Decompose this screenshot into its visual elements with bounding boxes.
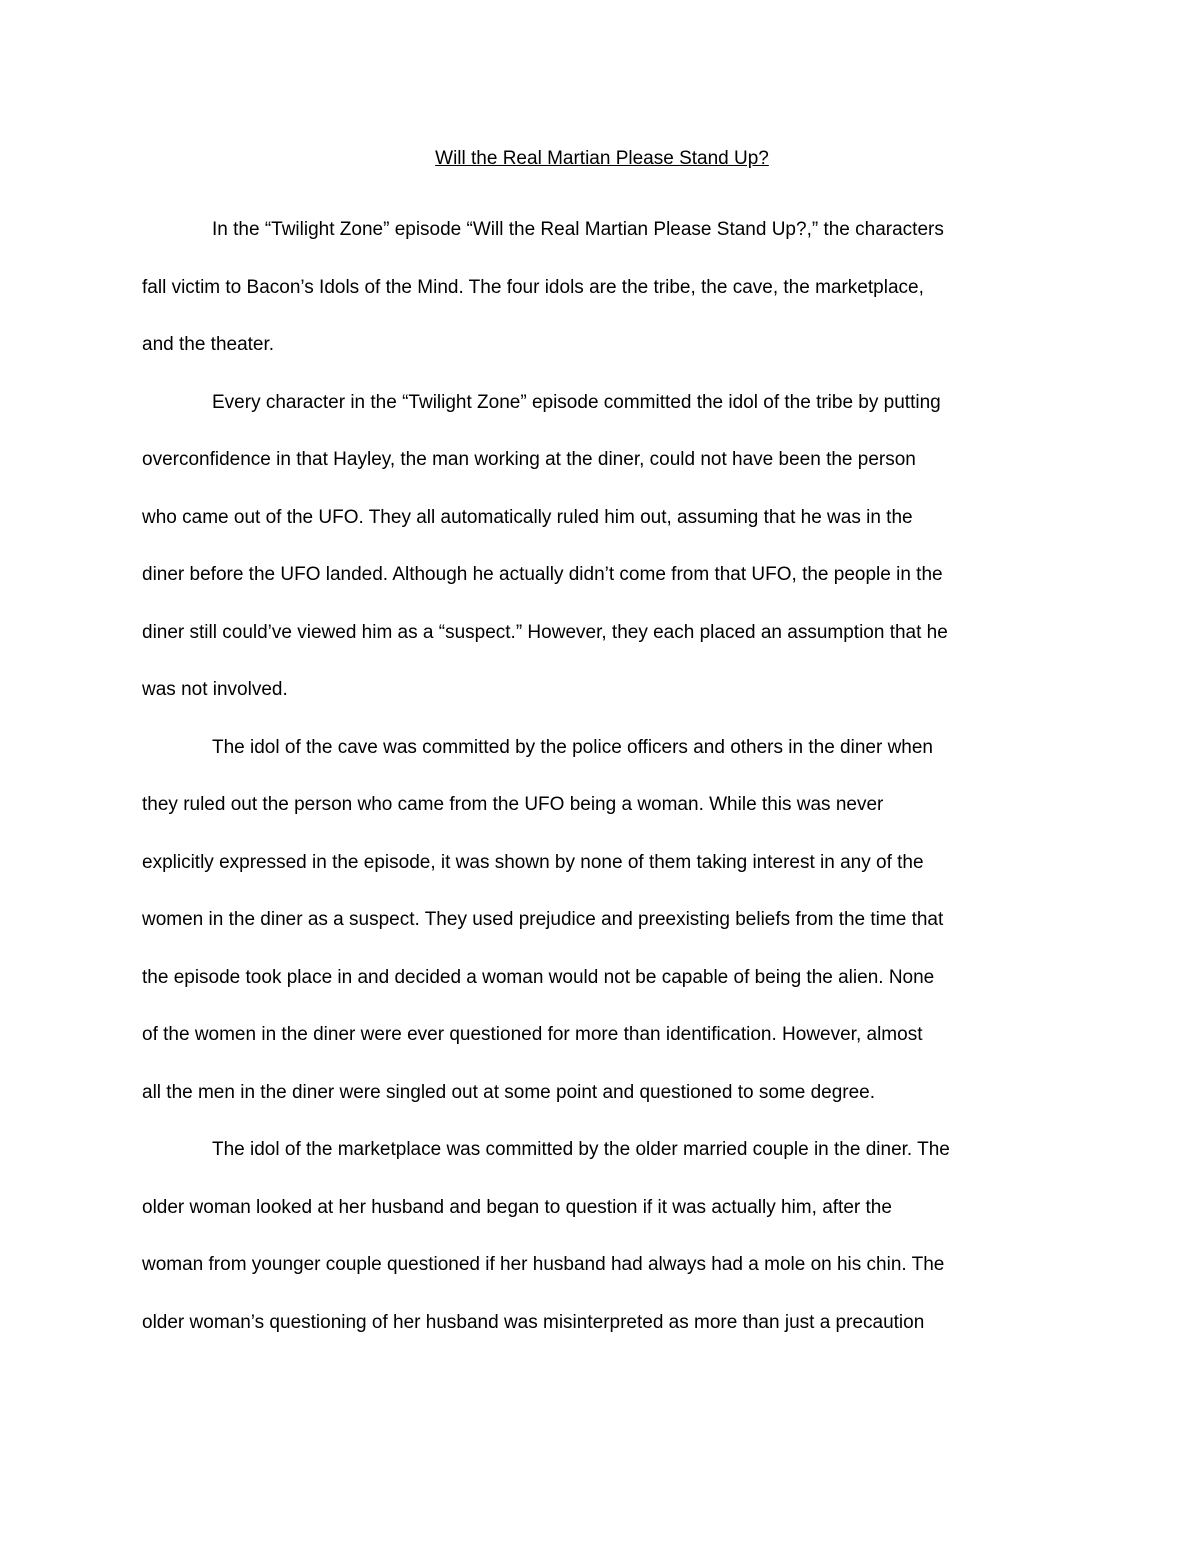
text-line: The idol of the cave was committed by the police officers and others in the diner when: [212, 736, 933, 758]
text-line: woman from younger couple questioned if her husband had always had a mole on his chin. The: [142, 1254, 945, 1275]
essay-body: [142, 143, 1062, 1351]
text-line: the episode took place in and decided a woman would not be capable of being the alien. None: [142, 966, 935, 988]
text-line: older woman looked at her husband and began to question if it was actually him, after the: [142, 1196, 892, 1218]
text-line: diner before the UFO landed. Although he actually didn’t come from that UFO, the people in the: [142, 564, 943, 585]
text-line: overconfidence in that Hayley, the man working at the diner, could not have been the person: [142, 449, 916, 470]
text-line: who came out of the UFO. They all automatically ruled him out, assuming that he was in the: [142, 506, 913, 528]
paragraph-intro: [142, 201, 1062, 374]
text-line: they ruled out the person who came from the UFO being a woman. While this was never: [142, 794, 884, 815]
text-line: explicitly expressed in the episode, it was shown by none of them taking interest in any of the: [142, 851, 924, 873]
text-line: fall victim to Bacon’s Idols of the Mind. The four idols are the tribe, the cave, the marketplace,: [142, 276, 924, 298]
essay-title: Will the Real Martian Please Stand Up?: [435, 148, 769, 169]
paragraph-idol-of-tribe: [142, 374, 1062, 719]
text-line: The idol of the marketplace was committed by the older married couple in the diner. The: [212, 1139, 950, 1160]
paragraph-idol-of-cave: [142, 719, 1062, 1122]
text-line: all the men in the diner were singled out at some point and questioned to some degree.: [142, 1081, 876, 1103]
text-line: In the “Twilight Zone” episode “Will the Real Martian Please Stand Up?,” the characters: [212, 219, 944, 240]
text-line: older woman’s questioning of her husband was misinterpreted as more than just a precaution: [142, 1311, 925, 1333]
text-line: women in the diner as a suspect. They used prejudice and preexisting beliefs from the time that: [142, 909, 944, 930]
text-line: was not involved.: [142, 679, 288, 700]
text-line: Every character in the “Twilight Zone” episode committed the idol of the tribe by putting: [212, 391, 941, 413]
text-line: and the theater.: [142, 334, 275, 355]
text-line: diner still could’ve viewed him as a “suspect.” However, they each placed an assumption that he: [142, 621, 948, 643]
text-line: of the women in the diner were ever questioned for more than identification. However, almost: [142, 1024, 923, 1045]
essay-text: [142, 201, 1062, 1351]
paragraph-idol-of-marketplace: [142, 1121, 1062, 1351]
